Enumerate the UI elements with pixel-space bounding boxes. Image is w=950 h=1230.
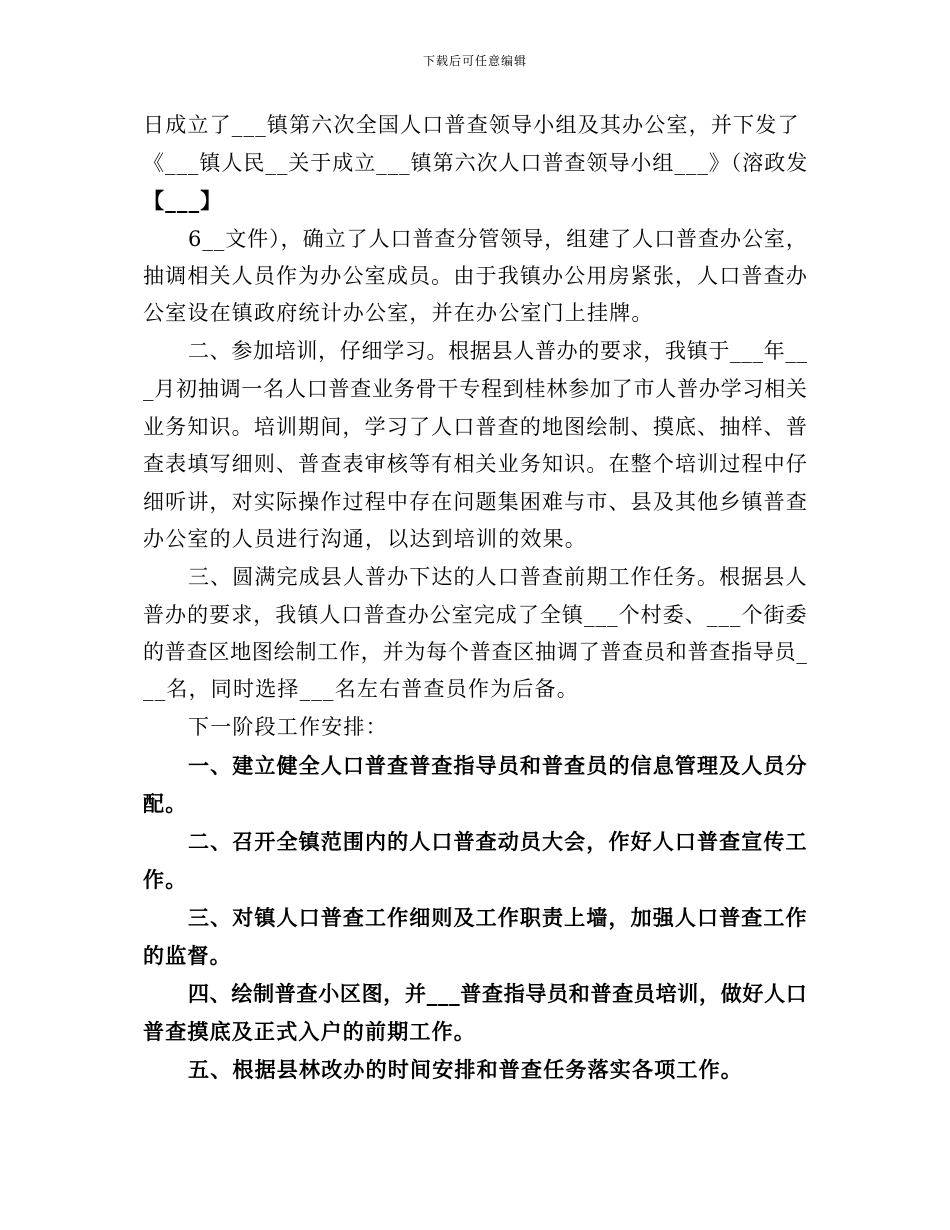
text-line: 日成立了___镇第六次全国人口普查领导小组及其办公室，并下发了 — [143, 113, 800, 137]
text-line: 三、圆满完成县人普办下达的人口普查前期工作任务。根据县人 — [188, 565, 808, 589]
text-line: 二、召开全镇范围内的人口普查动员大会，作好人口普查宣传工 — [188, 830, 808, 854]
text-line: 作。 — [143, 868, 188, 892]
text-line: 办公室的人员进行沟通，以达到培训的效果。 — [143, 527, 587, 551]
page-header: 下载后可任意编辑 — [422, 54, 527, 68]
text-line: 查表填写细则、普查表审核等有相关业务知识。在整个培训过程中仔 — [143, 452, 808, 476]
text-line: 抽调相关人员作为办公室成员。由于我镇办公用房紧张，人口普查办 — [143, 264, 808, 288]
text-line: __名，同时选择___名左右普查员作为后备。 — [143, 677, 579, 701]
text-line: 细听讲，对实际操作过程中存在问题集困难与市、县及其他乡镇普查 — [143, 490, 808, 514]
text-line: 普办的要求，我镇人口普查办公室完成了全镇___个村委、___个街委 — [143, 603, 808, 627]
text-line: 【___】 — [143, 189, 223, 213]
text-line: 的普查区地图绘制工作，并为每个普查区抽调了普查员和普查指导员_ — [143, 640, 808, 664]
text-line: 普查摸底及正式入户的前期工作。 — [143, 1020, 476, 1044]
text-line: 二、参加培训，仔细学习。根据县人普办的要求，我镇于___年__ — [188, 339, 808, 363]
text-line: 《___镇人民__关于成立___镇第六次人口普查领导小组___》（溶政发 — [143, 151, 809, 175]
text-line: 配。 — [143, 792, 188, 816]
text-line: 三、对镇人口普查工作细则及工作职责上墙，加强人口普查工作 — [188, 906, 808, 930]
text-line: 下一阶段工作安排： — [188, 715, 388, 739]
text-line: 五、根据县林改办的时间安排和普查任务落实各项工作。 — [188, 1058, 743, 1082]
text-line: 一、建立健全人口普查普查指导员和普查员的信息管理及人员分 — [188, 754, 808, 778]
text-line: _月初抽调一名人口普查业务骨干专程到桂林参加了市人普办学习相关 — [143, 377, 808, 401]
text-line: 业务知识。培训期间，学习了人口普查的地图绘制、摸底、抽样、普 — [143, 415, 808, 439]
text-line: 的监督。 — [143, 944, 232, 968]
text-line: 公室设在镇政府统计办公室，并在办公室门上挂牌。 — [143, 301, 654, 325]
text-line: 四、绘制普查小区图，并___普查指导员和普查员培训，做好人口 — [188, 982, 808, 1006]
text-line: 6__文件），确立了人口普查分管领导，组建了人口普查办公室， — [188, 227, 808, 251]
